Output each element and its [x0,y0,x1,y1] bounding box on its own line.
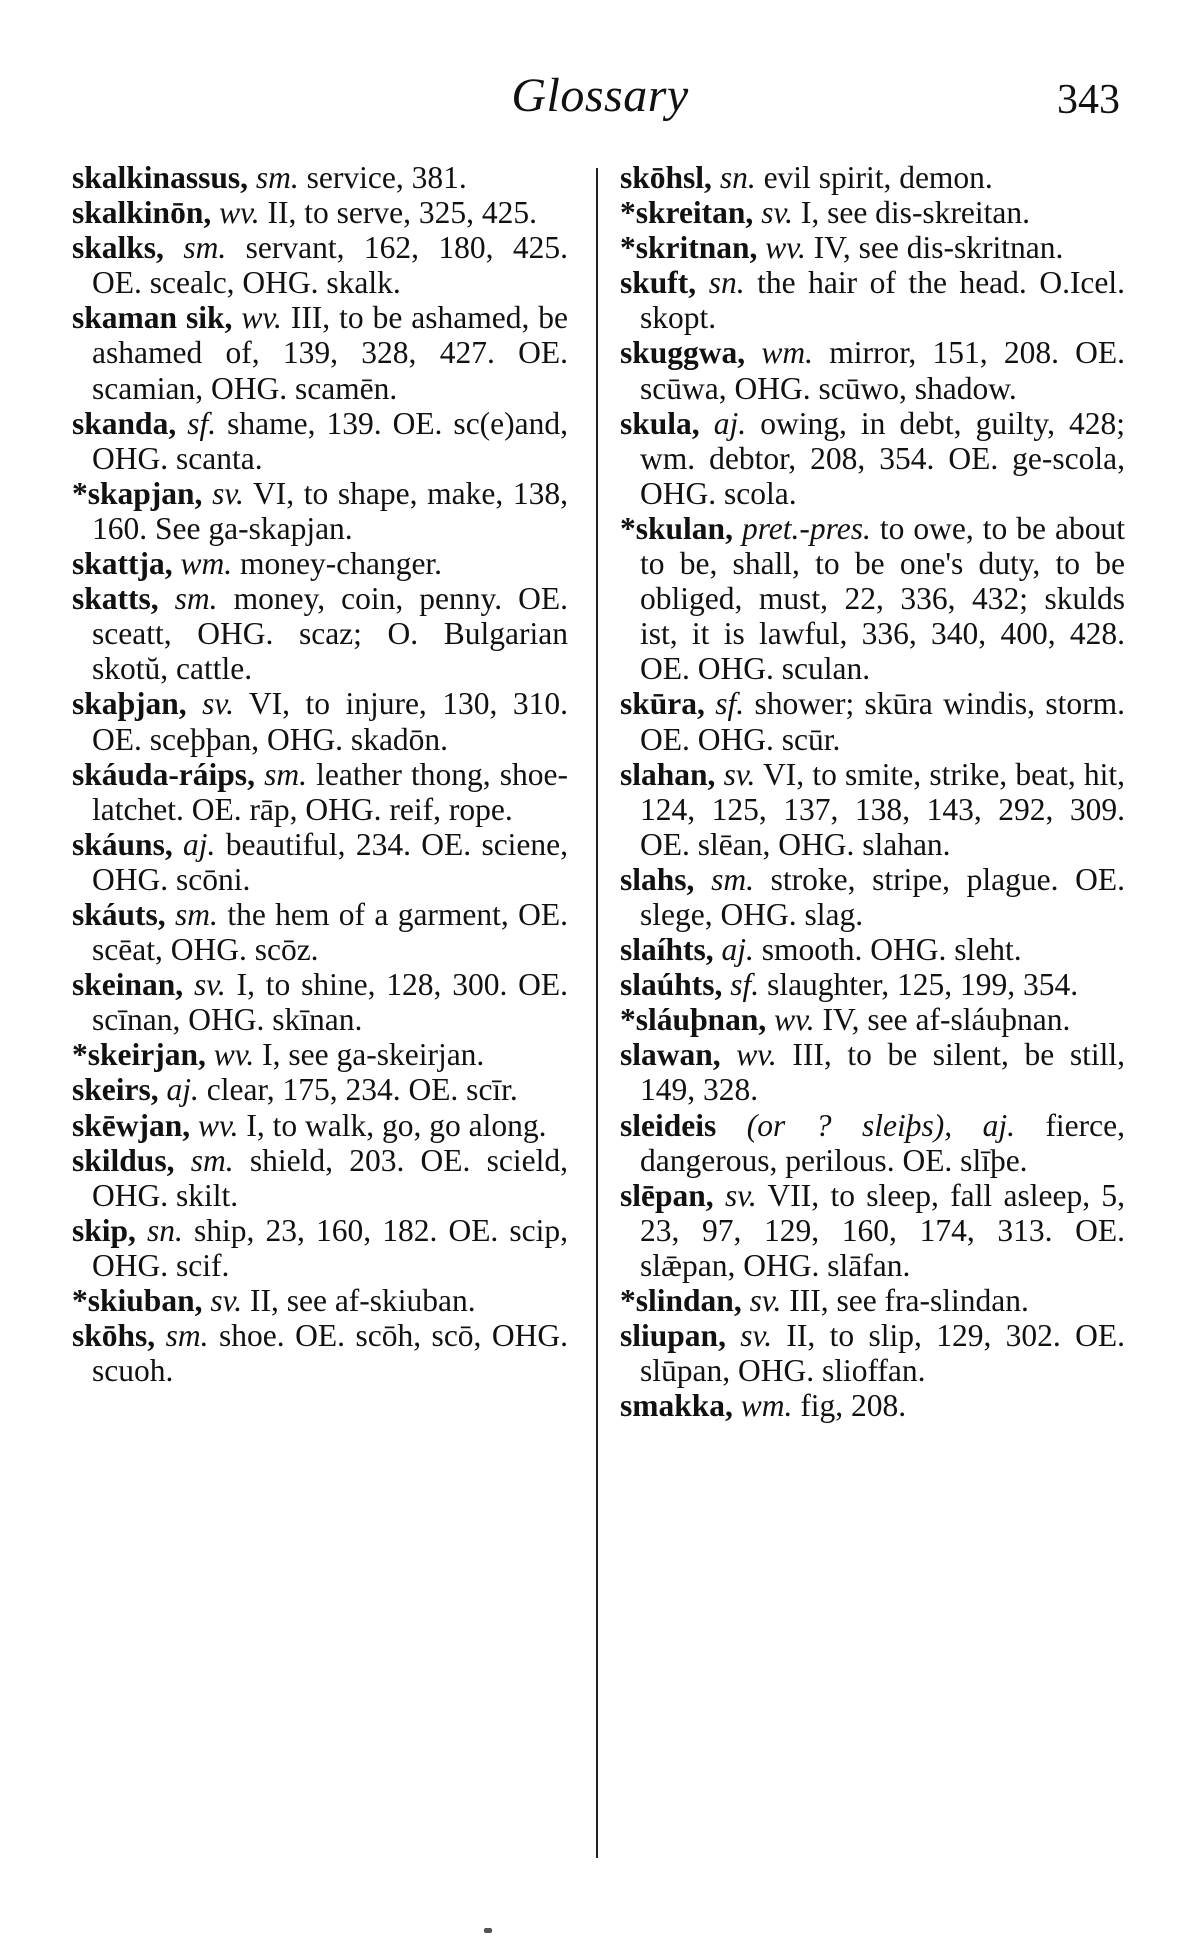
entry-headword: *skreitan, [620,195,754,231]
entry-grammar: sf. [715,686,745,722]
entry-grammar: sv. [724,1177,757,1213]
entry-grammar: aj. [713,405,747,441]
running-head [0,62,1200,132]
entry-headword: skōhsl, [620,160,712,195]
entry-definition: I, to shine, 128, 300. OE. scīnan, OHG. skīnan. [92,967,568,1038]
entry-definition: I, see dis-skreitan. [800,195,1031,231]
entry-grammar: wv. [774,1002,815,1038]
entry-definition: the hair of the head. O.Icel. skopt. [640,265,1126,336]
entry-headword: *skapjan, [72,475,203,511]
entry-grammar: sm. [174,581,218,617]
entry-grammar: sv. [202,686,234,722]
entry-headword: slēpan, [620,1177,714,1213]
right-column [620,160,1125,1423]
entry-definition: money, coin, penny. OE. sceatt, OHG. scaz; O. Bulgarian skotŭ, cattle. [92,581,569,687]
entry-definition: II, see af-skiuban. [250,1283,476,1318]
entry-headword: skatts, [72,581,159,617]
glossary-entry [72,827,568,897]
left-column [72,160,568,1388]
glossary-entry [620,932,1125,967]
glossary-entry [620,1283,1125,1318]
entry-headword: slaúhts, [620,967,723,1003]
entry-headword: skáuns, [72,826,173,862]
glossary-entry [72,1283,568,1318]
entry-definition: slaughter, 125, 199, 354. [767,967,1079,1003]
entry-definition: mirror, 151, 208. OE. scūwa, OHG. scūwo, shadow. [640,335,1126,406]
glossary-entry [72,686,568,756]
entry-headword: skaþjan, [72,686,187,722]
glossary-entry [620,265,1125,335]
entry-grammar: aj. [183,826,216,862]
entry-definition: I, see ga-skeirjan. [262,1037,485,1073]
entry-headword: skanda, [72,405,177,441]
glossary-entry [620,1388,1125,1423]
entry-headword: skuft, [620,265,697,301]
entry-definition: shower; skūra windis, storm. OE. OHG. scūr. [640,686,1125,757]
entry-grammar: sm. [711,861,754,897]
glossary-entry [72,1108,568,1143]
entry-grammar: (or ? sleiþs), aj. [746,1107,1015,1143]
entry-grammar: sm. [255,160,299,195]
glossary-entry [72,546,568,581]
entry-grammar: wv. [736,1037,777,1073]
entry-definition: service, 381. [306,160,467,195]
entry-grammar: sv. [761,195,793,231]
glossary-entry [620,1002,1125,1037]
entry-headword: *sláuþnan, [620,1002,767,1038]
entry-headword: skáuts, [72,896,166,932]
glossary-entry [72,300,568,405]
entry-headword: skōhs, [72,1318,156,1354]
entry-headword: sleideis [620,1107,717,1143]
glossary-entry [72,1037,568,1072]
entry-grammar: aj. [166,1072,199,1108]
entry-definition: smooth. OHG. sleht. [761,932,1022,968]
entry-headword: *skulan, [620,510,733,546]
entry-definition: leather thong, shoe-latchet. OE. rāp, OHG. reif, rope. [92,756,569,827]
entry-definition: the hem of a garment, OE. scēat, OHG. scōz. [92,896,569,968]
glossary-entry [620,757,1125,862]
entry-headword: skalkinōn, [72,195,212,231]
entry-grammar: sm. [264,756,307,792]
entry-definition: beautiful, 234. OE. sciene, OHG. scōni. [92,826,569,897]
entry-headword: skattja, [72,546,173,582]
entry-definition: III, to be ashamed, be ashamed of, 139, 328, 427. OE. scamian, OHG. scamēn. [92,300,569,406]
entry-grammar: sv. [740,1318,773,1354]
entry-grammar: wv. [198,1107,239,1143]
glossary-entry [620,230,1125,265]
glossary-entry [72,1213,568,1283]
entry-grammar: wm. [761,335,814,371]
glossary-entry [620,862,1125,932]
glossary-entry [620,967,1125,1002]
entry-headword: smakka, [620,1388,733,1424]
entry-definition: VI, to smite, strike, beat, hit, 124, 125, 137, 138, 143, 292, 309. OE. slēan, OHG. slahan. [640,756,1126,862]
entry-grammar: sf. [730,967,760,1003]
entry-definition: stroke, stripe, plague. OE. slege, OHG. slag. [640,861,1126,932]
entry-grammar: sv. [749,1283,782,1318]
glossary-entry [72,897,568,967]
glossary-entry [620,160,1125,195]
entry-definition: shame, 139. OE. sc(e)and, OHG. scanta. [92,405,568,476]
entry-definition: money-changer. [240,546,443,582]
glossary-entry [72,476,568,546]
entry-definition: to owe, to be about to be, shall, to be one's duty, to be obliged, must, 22, 336, 432; skulds ist, it is lawful, 336, 340, 400, 428. OE. OHG. sculan. [640,510,1126,687]
entry-grammar: wv. [219,195,260,231]
entry-definition: shield, 203. OE. scield, OHG. skilt. [92,1142,569,1213]
entry-grammar: sn. [147,1212,183,1248]
entry-headword: skáuda-ráips, [72,756,255,792]
entry-headword: *skeirjan, [72,1037,206,1073]
entry-headword: sliupan, [620,1318,726,1354]
page-number: 343 [1057,77,1120,123]
glossary-entry [620,1108,1125,1178]
entry-definition: VI, to shape, make, 138, 160. See ga-skapjan. [92,475,568,546]
entry-grammar: sm. [175,896,218,932]
entry-grammar: wv. [765,230,806,266]
page-title: Glossary [511,69,689,122]
entry-definition: III, to be silent, be still, 149, 328. [640,1037,1125,1108]
entry-headword: *slindan, [620,1283,742,1318]
column-divider [596,168,598,1858]
entry-grammar: wm. [180,546,233,582]
glossary-entry [620,1037,1125,1107]
entry-grammar: sm. [183,230,227,266]
glossary-entry [72,1072,568,1107]
glossary-entry [620,1318,1125,1388]
glossary-entry [72,757,568,827]
entry-headword: slaíhts, [620,932,714,968]
entry-headword: slahan, [620,756,716,792]
entry-grammar: sf. [187,405,217,441]
glossary-entry [72,195,568,230]
entry-headword: slahs, [620,861,695,897]
entry-headword: skildus, [72,1142,175,1178]
entry-definition: II, to slip, 129, 302. OE. slūpan, OHG. slioffan. [640,1318,1125,1389]
entry-grammar: sv. [210,1283,243,1318]
glossary-entry [620,335,1125,405]
entry-headword: skēwjan, [72,1107,191,1143]
ink-mark [484,1928,492,1933]
entry-grammar: pret.-pres. [741,510,871,546]
entry-headword: skalkinassus, [72,160,248,195]
glossary-entry [72,967,568,1037]
entry-grammar: sv. [212,475,244,511]
entry-definition: servant, 162, 180, 425. OE. scealc, OHG. skalk. [92,230,568,301]
glossary-entry [72,406,568,476]
entry-grammar: sm. [190,1142,234,1178]
entry-headword: *skiuban, [72,1283,203,1318]
glossary-entry [72,1318,568,1388]
entry-definition: IV, see af-sláuþnan. [822,1002,1071,1038]
entry-grammar: sn. [719,160,756,195]
glossary-entry [620,686,1125,756]
entry-definition: II, to serve, 325, 425. [267,195,537,231]
glossary-entry [620,1178,1125,1283]
entry-grammar: wv. [213,1037,255,1073]
glossary-entry [72,160,568,195]
entry-definition: owing, in debt, guilty, 428; wm. debtor, 208, 354. OE. ge-scola, OHG. scola. [640,405,1126,511]
entry-grammar: sv. [723,756,756,792]
entry-definition: shoe. OE. scōh, scō, OHG. scuoh. [92,1318,569,1389]
entry-definition: VII, to sleep, fall asleep, 5, 23, 97, 129, 160, 174, 313. OE. slǣpan, OHG. slāfan. [640,1177,1126,1283]
entry-headword: skaman sik, [72,300,233,336]
glossary-entry [72,230,568,300]
entry-headword: slawan, [620,1037,721,1073]
entry-definition: I, to walk, go, go along. [246,1107,547,1143]
entry-definition: fierce, dangerous, perilous. OE. slīþe. [640,1107,1125,1178]
entry-definition: IV, see dis-skritnan. [813,230,1064,266]
entry-grammar: sv. [194,967,226,1003]
entry-definition: VI, to injure, 130, 310. OE. sceþþan, OHG. skadōn. [92,686,569,757]
glossary-entry [72,1143,568,1213]
entry-definition: ship, 23, 160, 182. OE. scip, OHG. scif. [92,1212,569,1283]
entry-definition: fig, 208. [800,1388,907,1424]
glossary-entry [620,406,1125,511]
entry-grammar: wm. [740,1388,793,1424]
entry-headword: skeirs, [72,1072,159,1108]
entry-grammar: sn. [708,265,745,301]
glossary-entry [620,195,1125,230]
entry-definition: evil spirit, demon. [763,160,993,195]
entry-grammar: sm. [165,1318,209,1354]
entry-headword: skip, [72,1212,136,1248]
glossary-entry [620,511,1125,686]
entry-headword: skalks, [72,230,164,266]
entry-headword: skula, [620,405,700,441]
entry-definition: clear, 175, 234. OE. scīr. [206,1072,518,1108]
glossary-entry [72,581,568,686]
entry-definition: III, see fra-slindan. [789,1283,1029,1318]
entry-headword: skeinan, [72,967,184,1003]
entry-grammar: wv. [241,300,282,336]
entry-grammar: aj. [721,932,754,968]
entry-headword: skūra, [620,686,705,722]
entry-headword: *skritnan, [620,230,758,266]
entry-headword: skuggwa, [620,335,746,371]
